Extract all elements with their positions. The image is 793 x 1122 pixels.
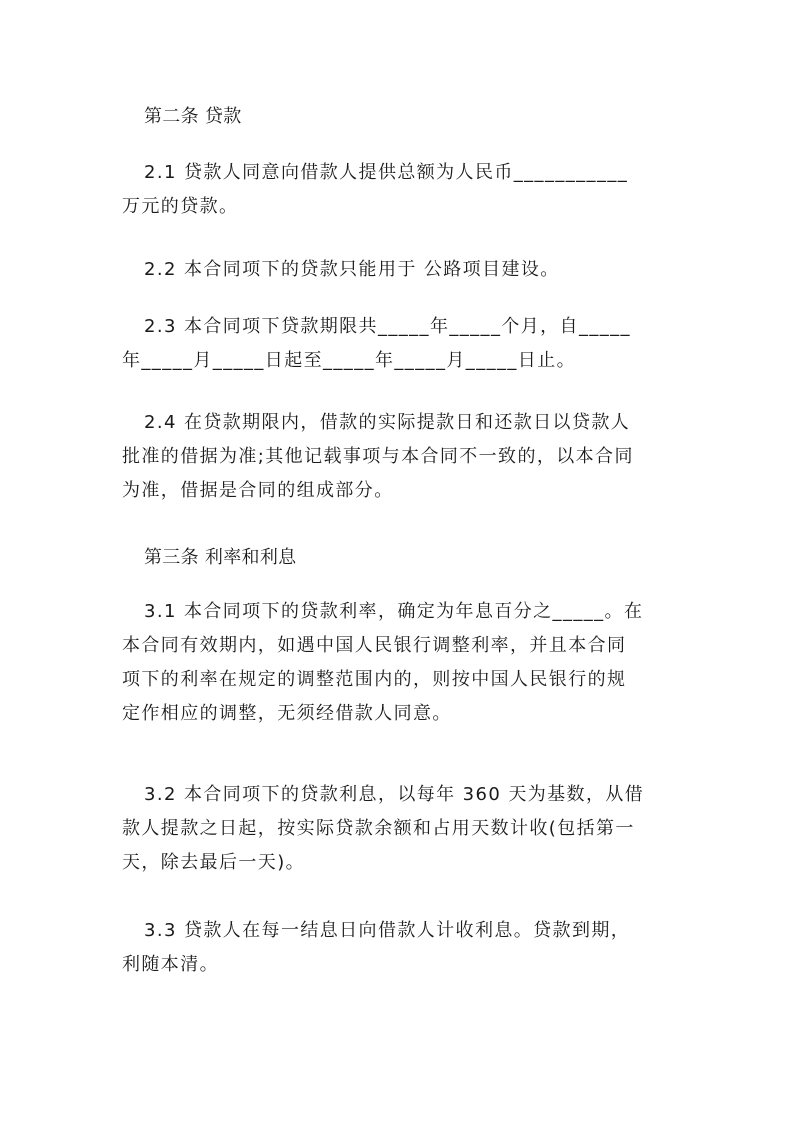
clause-line: 年_____月_____日起至_____年_____月_____日止。 [122, 350, 576, 371]
clause-line: 项下的利率在规定的调整范围内的，则按中国人民银行的规 [122, 669, 627, 690]
clause-line: 批准的借据为准;其他记载事项与本合同不一致的，以本合同 [122, 446, 634, 467]
clause-line: 2.1 贷款人同意向借款人提供总额为人民币___________ [144, 162, 629, 183]
clause-line: 2.4 在贷款期限内，借款的实际提款日和还款日以贷款人 [144, 412, 631, 433]
clause-line: 款人提款之日起，按实际贷款余额和占用天数计收(包括第一 [122, 818, 635, 839]
clause-2-4 [122, 406, 674, 508]
clause-3-1 [122, 595, 674, 731]
clause-3-2 [122, 778, 674, 880]
clause-2-3 [122, 310, 674, 378]
clause-line: 3.2 本合同项下的贷款利息，以每年 360 天为基数，从借 [144, 784, 645, 805]
clause-line: 本合同有效期内，如遇中国人民银行调整利率，并且本合同 [122, 635, 627, 656]
heading-text: 第三条 利率和利息 [144, 547, 297, 568]
article-2-heading [122, 106, 674, 128]
clause-3-3 [122, 914, 674, 982]
clause-2-1 [122, 156, 674, 224]
clause-line: 为准，借据是合同的组成部分。 [122, 480, 394, 501]
clause-line: 利随本清。 [122, 954, 219, 975]
clause-line: 3.1 本合同项下的贷款利率，确定为年息百分之_____。在 [144, 601, 644, 622]
article-3-heading [122, 547, 674, 569]
clause-line: 天，除去最后一天)。 [122, 852, 306, 873]
clause-line: 2.3 本合同项下贷款期限共_____年_____个月，自_____ [144, 316, 631, 337]
clause-line: 2.2 本合同项下的贷款只能用于 公路项目建设。 [144, 259, 560, 280]
clause-line: 3.3 贷款人在每一结息日向借款人计收利息。贷款到期， [144, 920, 631, 941]
clause-line: 万元的贷款。 [122, 196, 239, 217]
clause-line: 定作相应的调整，无须经借款人同意。 [122, 703, 452, 724]
clause-2-2 [122, 253, 674, 287]
heading-text: 第二条 贷款 [144, 106, 242, 127]
